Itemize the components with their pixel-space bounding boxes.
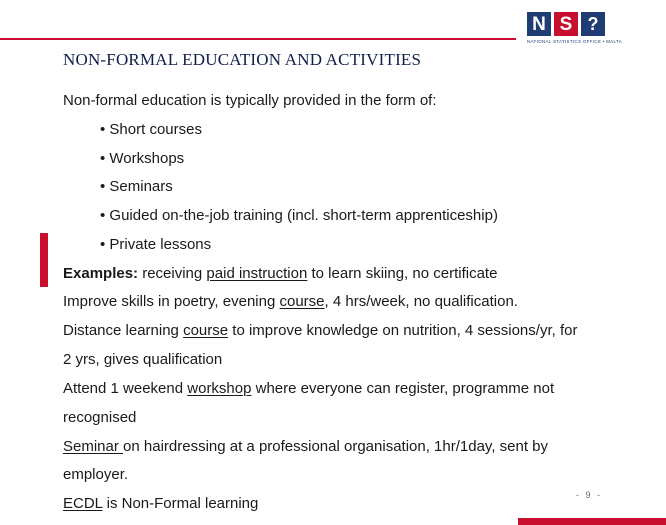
nso-logo — [527, 12, 622, 48]
header-rule — [0, 38, 516, 40]
example-line-4 — [63, 380, 554, 398]
example-4-underlined: workshop — [187, 380, 252, 397]
example-2-pre: Improve skills in poetry, evening — [63, 293, 280, 310]
example-4-pre: Attend 1 weekend — [63, 380, 188, 397]
bullet-short-courses: • Short courses — [100, 121, 202, 138]
example-4-post: where everyone can register, programme not — [251, 380, 555, 397]
example-2-underlined: course — [279, 293, 325, 310]
bullet-workshops: • Workshops — [100, 150, 185, 167]
accent-bar — [40, 233, 48, 287]
example-line-5-cont: employer. — [63, 466, 129, 483]
example-6-underlined: ECDL — [63, 495, 103, 512]
example-5-post: on hairdressing at a professional organisation, 1hr/1day, sent by — [123, 438, 549, 455]
example-line-2 — [63, 293, 518, 311]
example-6-post: is Non-Formal learning — [102, 495, 259, 512]
logo-subtitle: NATIONAL STATISTICS OFFICE • MALTA — [527, 39, 622, 44]
logo-letter-n: N — [527, 12, 551, 36]
example-1-underlined: paid instruction — [206, 265, 308, 282]
example-line-5 — [63, 438, 548, 456]
intro-text: Non-formal education is typically provided in the form of: — [63, 92, 437, 109]
example-3-post: to improve knowledge on nutrition, 4 sessions/yr, for — [228, 322, 578, 339]
example-line-3-cont: 2 yrs, gives qualification — [63, 351, 223, 368]
example-line-3 — [63, 322, 577, 340]
logo-question-icon: ? — [581, 12, 605, 36]
example-1-pre: receiving — [138, 265, 207, 282]
footer-bar — [518, 518, 666, 525]
example-2-post: , 4 hrs/week, no qualification. — [324, 293, 518, 310]
page-title: NON-FORMAL EDUCATION AND ACTIVITIES — [63, 50, 422, 69]
example-3-underlined: course — [183, 322, 229, 339]
bullet-private-lessons: • Private lessons — [100, 236, 212, 253]
page-number: - 9 - — [576, 490, 603, 500]
example-line-4-cont: recognised — [63, 409, 137, 426]
example-5-underlined: Seminar — [63, 438, 124, 455]
logo-letter-s: S — [554, 12, 578, 36]
example-line-1 — [63, 265, 497, 283]
example-3-pre: Distance learning — [63, 322, 184, 339]
example-1-post: to learn skiing, no certificate — [307, 265, 498, 282]
bullet-seminars: • Seminars — [100, 178, 173, 195]
example-line-6 — [63, 495, 258, 513]
bullet-on-the-job-training: • Guided on-the-job training (incl. short-term apprenticeship) — [100, 207, 498, 224]
examples-label: Examples: — [63, 265, 139, 282]
